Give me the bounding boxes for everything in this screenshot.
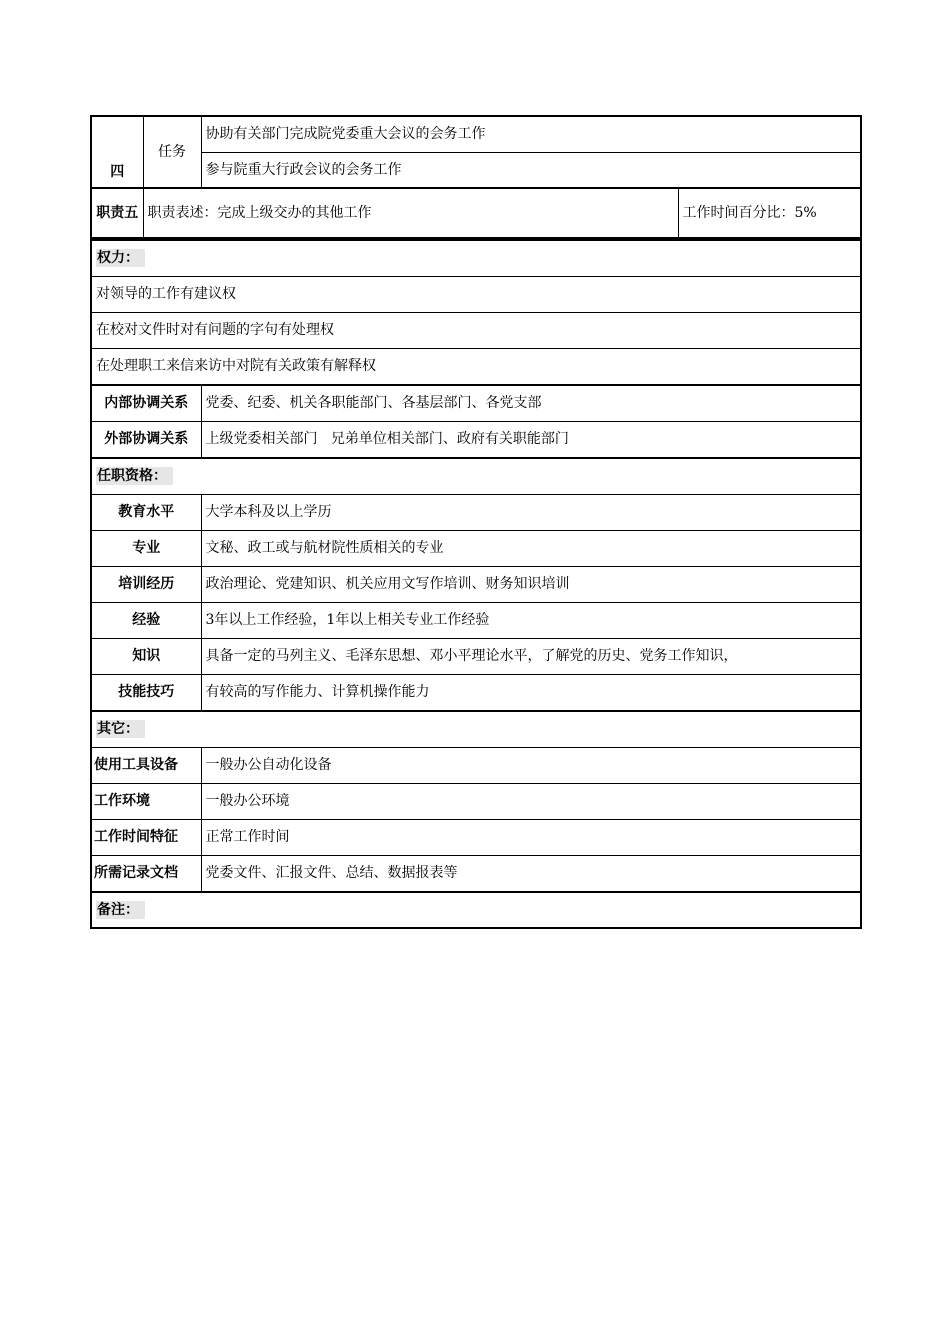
external-relations-value: 上级党委相关部门 兄弟单位相关部门、政府有关职能部门 <box>201 421 861 458</box>
work-time-value: 正常工作时间 <box>201 819 861 855</box>
authority-item-row <box>91 348 861 385</box>
job-description-table <box>90 115 860 929</box>
internal-relations-row <box>91 385 861 421</box>
experience-label: 经验 <box>91 602 201 638</box>
internal-relations-label: 内部协调关系 <box>91 385 201 421</box>
authority-item-row <box>91 312 861 348</box>
remarks-title: 备注： <box>96 901 145 919</box>
tools-value: 一般办公自动化设备 <box>201 747 861 783</box>
major-value: 文秘、政工或与航材院性质相关的专业 <box>201 530 861 566</box>
other-title: 其它： <box>96 720 145 738</box>
knowledge-value: 具备一定的马列主义、毛泽东思想、邓小平理论水平，了解党的历史、党务工作知识， <box>201 638 861 674</box>
duty4-task-2: 参与院重大行政会议的会务工作 <box>201 152 861 188</box>
skills-label: 技能技巧 <box>91 674 201 711</box>
documents-value: 党委文件、汇报文件、总结、数据报表等 <box>201 855 861 892</box>
qualification-row <box>91 530 861 566</box>
authority-item-3: 在处理职工来信来访中对院有关政策有解释权 <box>91 348 861 385</box>
environment-value: 一般办公环境 <box>201 783 861 819</box>
external-relations-row <box>91 421 861 458</box>
qualification-row <box>91 638 861 674</box>
skills-value: 有较高的写作能力、计算机操作能力 <box>201 674 861 711</box>
knowledge-label: 知识 <box>91 638 201 674</box>
environment-label: 工作环境 <box>91 783 201 819</box>
qualification-row <box>91 494 861 530</box>
internal-relations-value: 党委、纪委、机关各职能部门、各基层部门、各党支部 <box>201 385 861 421</box>
qualifications-header-row <box>91 458 861 494</box>
other-row <box>91 747 861 783</box>
remarks-row <box>91 892 861 928</box>
duty5-number: 职责五 <box>91 188 143 238</box>
duty5-time-percent: 工作时间百分比：5% <box>678 188 861 238</box>
duty4-row-1 <box>91 116 861 152</box>
other-row <box>91 783 861 819</box>
education-label: 教育水平 <box>91 494 201 530</box>
authority-title: 权力： <box>96 249 145 267</box>
tools-label: 使用工具设备 <box>91 747 201 783</box>
authority-item-1: 对领导的工作有建议权 <box>91 276 861 312</box>
education-value: 大学本科及以上学历 <box>201 494 861 530</box>
duty4-row-2 <box>91 152 861 188</box>
duty4-task-1: 协助有关部门完成院党委重大会议的会务工作 <box>201 116 861 152</box>
training-value: 政治理论、党建知识、机关应用文写作培训、财务知识培训 <box>201 566 861 602</box>
duty-table <box>90 115 862 239</box>
other-row <box>91 819 861 855</box>
duty4-task-label: 任务 <box>143 116 201 188</box>
external-relations-label: 外部协调关系 <box>91 421 201 458</box>
documents-label: 所需记录文档 <box>91 855 201 892</box>
duty4-number: 四 <box>91 116 143 188</box>
other-header-row <box>91 711 861 747</box>
qualification-row <box>91 674 861 711</box>
work-time-label: 工作时间特征 <box>91 819 201 855</box>
qualification-row <box>91 602 861 638</box>
authority-item-2: 在校对文件时对有问题的字句有处理权 <box>91 312 861 348</box>
duty5-description: 职责表述：完成上级交办的其他工作 <box>143 188 678 238</box>
authority-header-row <box>91 240 861 276</box>
other-row <box>91 855 861 892</box>
experience-value: 3年以上工作经验，1年以上相关专业工作经验 <box>201 602 861 638</box>
authority-item-row <box>91 276 861 312</box>
major-label: 专业 <box>91 530 201 566</box>
qualifications-title: 任职资格： <box>96 467 173 485</box>
qualification-row <box>91 566 861 602</box>
training-label: 培训经历 <box>91 566 201 602</box>
duty5-row <box>91 188 861 238</box>
main-table <box>90 239 862 929</box>
